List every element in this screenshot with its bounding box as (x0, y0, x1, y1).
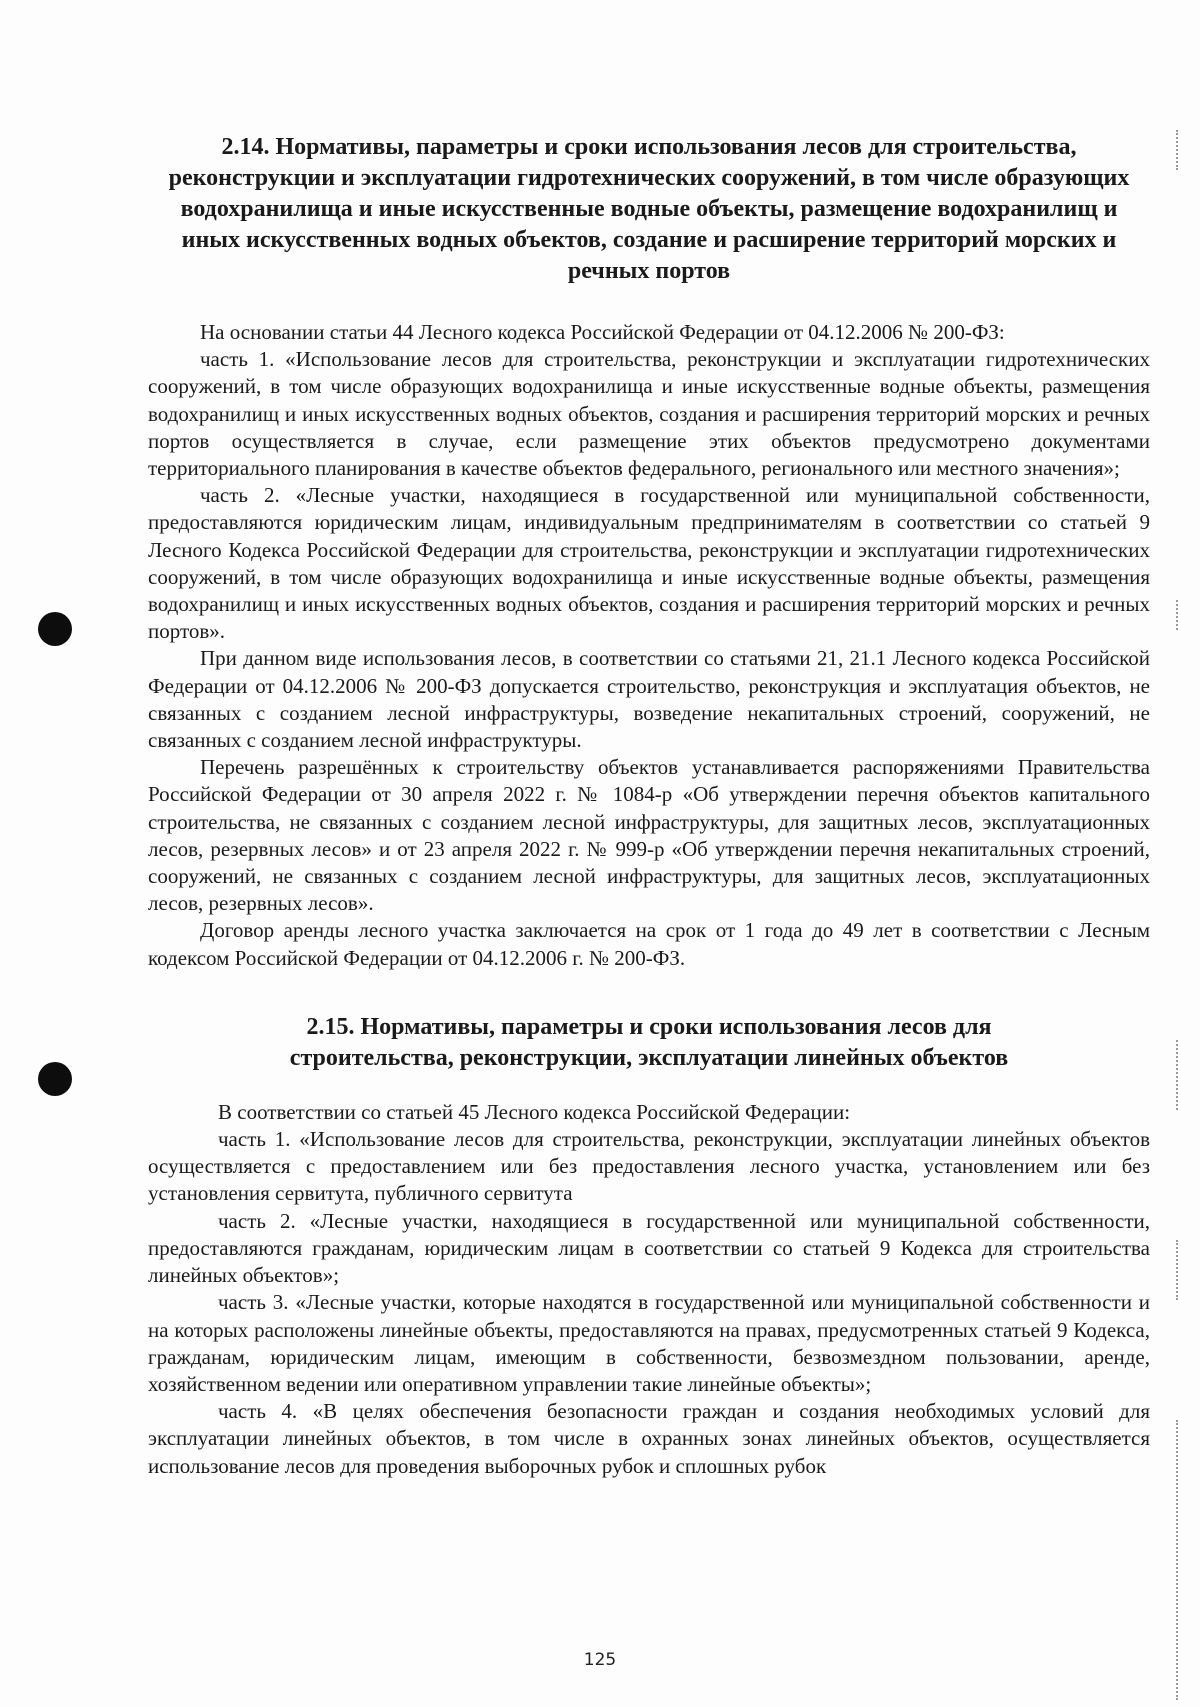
paragraph: Договор аренды лесного участка заключается на срок от 1 года до 49 лет в соответствии с Лесным кодексом Российской Федерации от 04.12.2006 г. № 200-ФЗ. (148, 918, 1150, 970)
page-number: 125 (583, 1650, 617, 1670)
punch-hole-mark (38, 612, 72, 646)
paragraph: При данном виде использования лесов, в соответствии со статьями 21, 21.1 Лесного кодекса Российской Федерации от 04.12.2006 № 200-ФЗ допускается строительство, реконструкция и эксплуатация объектов, не связанных с созданием лесной инфраструктуры, возведение некапитальных строений, сооружений, не связанных с созданием лесной инфраструктуры. (148, 646, 1150, 753)
paragraph: Перечень разрешённых к строительству объектов устанавливается распоряжениями Правительства Российской Федерации от 30 апреля 2022 г. № 1084-р «Об утверждении перечня объектов капитального строительства, не связанных с созданием лесной инфраструктуры, для защитных лесов, эксплуатационных лесов, резервных лесов» и от 23 апреля 2022 г. № 999-р «Об утверждении перечня некапитальных строений, сооружений, не связанных с созданием лесной инфраструктуры, для защитных лесов, эксплуатационных лесов, резервных лесов». (148, 755, 1150, 916)
document-body (148, 118, 1150, 1480)
section-heading: 2.15. Нормативы, параметры и сроки использования лесов для строительства, реконструкции, эксплуатации линейных объектов (289, 1013, 1009, 1071)
paragraph: часть 3. «Лесные участки, которые находятся в государственной или муниципальной собственности и на которых расположены линейные объекты, предоставляются на правах, предусмотренных статьей 9 Кодекса, гражданам, юридическим лицам, имеющим в собственности, безвозмездном пользовании, аренде, хозяйственном ведении или оперативном управлении такие линейные объекты»; (148, 1290, 1150, 1396)
scan-artifact (1175, 1040, 1178, 1110)
scan-artifact (1175, 600, 1178, 630)
paragraph: часть 4. «В целях обеспечения безопасности граждан и создания необходимых условий для эксплуатации линейных объектов, в том числе в охранных зонах линейных объектов, осуществляется использование лесов для проведения выборочных рубок и сплошных рубок (148, 1399, 1150, 1478)
paragraph: часть 2. «Лесные участки, находящиеся в государственной или муниципальной собственности, предоставляются юридическим лицам, индивидуальным предпринимателям в соответствии со статьей 9 Лесного Кодекса Российской Федерации для строительства, реконструкции и эксплуатации гидротехнических сооружений, в том числе образующих водохранилища и иные искусственные водные объекты, размещения водохранилищ и иных искусственных водных объектов, создания и расширения территорий морских и речных портов». (148, 483, 1150, 644)
punch-hole-mark (38, 1062, 72, 1096)
paragraph: часть 1. «Использование лесов для строительства, реконструкции, эксплуатации линейных объектов осуществляется с предоставлением или без предоставления лесного участка, установлением или без установления сервитута, публичного сервитута (148, 1127, 1150, 1206)
scan-artifact (1175, 130, 1178, 170)
scan-artifact (1175, 1240, 1178, 1300)
paragraph: часть 2. «Лесные участки, находящиеся в государственной или муниципальной собственности, предоставляются гражданам, юридическим лицам в соответствии со статьей 9 Кодекса для строительства линейных объектов»; (148, 1208, 1150, 1288)
paragraph: На основании статьи 44 Лесного кодекса Российской Федерации от 04.12.2006 № 200-ФЗ: (200, 320, 1005, 344)
paragraph: часть 1. «Использование лесов для строительства, реконструкции и эксплуатации гидротехнических сооружений, в том числе образующих водохранилища и иные искусственные водные объекты, размещения водохранилищ и иных искусственных водных объектов, создания и расширения территорий морских и речных портов осуществляется в случае, если размещение этих объектов предусмотрено документами территориального планирования в качестве объектов федерального, регионального или местного значения»; (148, 347, 1150, 481)
section-heading: 2.14. Нормативы, параметры и сроки использования лесов для строительства, реконструкции и эксплуатации гидротехнических сооружений, в том числе образующих водохранилища и иные искусственные водные объекты, размещение водохранилищ и иных искусственных водных объектов, создание и расширение территорий морских и речных портов (168, 134, 1130, 284)
paragraph: В соответствии со статьей 45 Лесного кодекса Российской Федерации: (218, 1099, 851, 1124)
